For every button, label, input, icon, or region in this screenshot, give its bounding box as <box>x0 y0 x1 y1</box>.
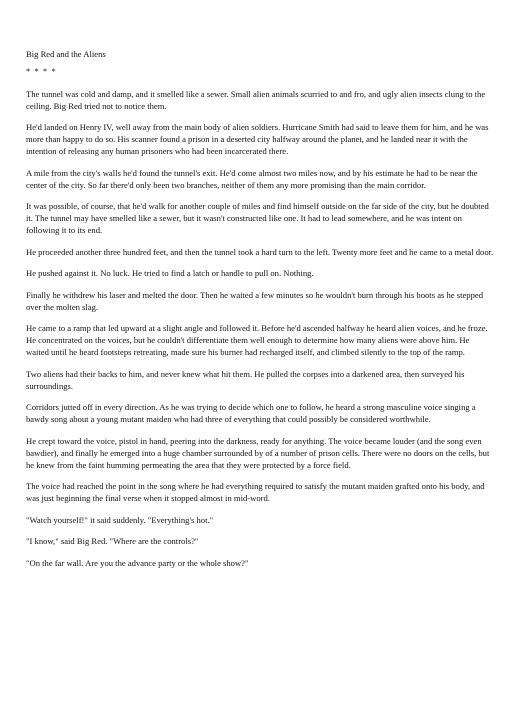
paragraph: Finally he withdrew his laser and melted the door. Then he waited a few minutes so he wouldn't burn through his boots as he stepped over the molten slag. <box>26 289 484 312</box>
story-title: Big Red and the Aliens <box>26 49 106 59</box>
paragraph: He came to a ramp that led upward at a slight angle and followed it. Before he'd ascended halfway he heard alien voices, and he froze. He concentrated on the voices, but he couldn't differentiate them well enough to determine how many aliens were above him. He waited until he heard footsteps retreating, made sure his burner had recharged itself, and climbed silently to the top of the ramp. <box>26 323 488 358</box>
document-page <box>26 49 494 579</box>
story-body <box>26 89 494 570</box>
paragraph: Corridors jutted off in every direction. As he was trying to decide which one to follow, he heard a strong masculine voice singing a bawdy song about a young mutant maiden who had three of everything that could possibly be considered worthwhile. <box>26 402 476 425</box>
paragraph: He crept toward the voice, pistol in hand, peering into the darkness, ready for anything. The voice became louder (and the song even bawdier), and finally he emerged into a huge chamber surrounded by of a number of prison cells. There were no doors on the cells, but he knew from the faint humming permeating the area that they were protected by a force field. <box>26 435 490 470</box>
paragraph: He pushed against it. No luck. He tried to find a latch or handle to pull on. Nothing. <box>26 268 314 279</box>
paragraph: "Watch yourself!" it said suddenly. "Everything's hot." <box>26 514 214 525</box>
paragraph: The voice had reached the point in the song where he had everything required to satisfy the mutant maiden grafted onto his body, and was just beginning the final verse when it stopped almost in mid-word. <box>26 481 485 504</box>
paragraph: Two aliens had their backs to him, and never knew what hit them. He pulled the corpses into a darkened area, then surveyed his surroundings. <box>26 368 465 391</box>
paragraph: The tunnel was cold and damp, and it smelled like a sewer. Small alien animals scurried to and fro, and ugly alien insects clung to the ceiling. Big Red tried not to notice them. <box>26 88 486 111</box>
paragraph: A mile from the city's walls he'd found the tunnel's exit. He'd come almost two miles now, and by his estimate he had to be near the center of the city. So far there'd only been two branches, neither of them any more promising than the main corridor. <box>26 167 478 190</box>
paragraph: It was possible, of course, that he'd walk for another couple of miles and find himself outside on the far side of the city, but he doubted it. The tunnel may have smelled like a sewer, but it wasn't constructed like one. It had to lead somewhere, and he was intent on following it to its end. <box>26 201 489 236</box>
paragraph: He'd landed on Henry IV, well away from the main body of alien soldiers. Hurricane Smith had said to leave them for him, and he was more than happy to do so. His scanner found a prison in a deserted city halfway around the planet, and he landed near it with the intention of releasing any human prisoners who had been incarcerated there. <box>26 122 489 157</box>
paragraph: "On the far wall. Are you the advance party or the whole show?" <box>26 557 249 568</box>
section-separator: * * * * <box>26 65 57 76</box>
paragraph: "I know," said Big Red. "Where are the controls?" <box>26 536 199 547</box>
paragraph: He proceeded another three hundred feet, and then the tunnel took a hard turn to the left. Twenty more feet and he came to a metal door. <box>26 246 494 257</box>
